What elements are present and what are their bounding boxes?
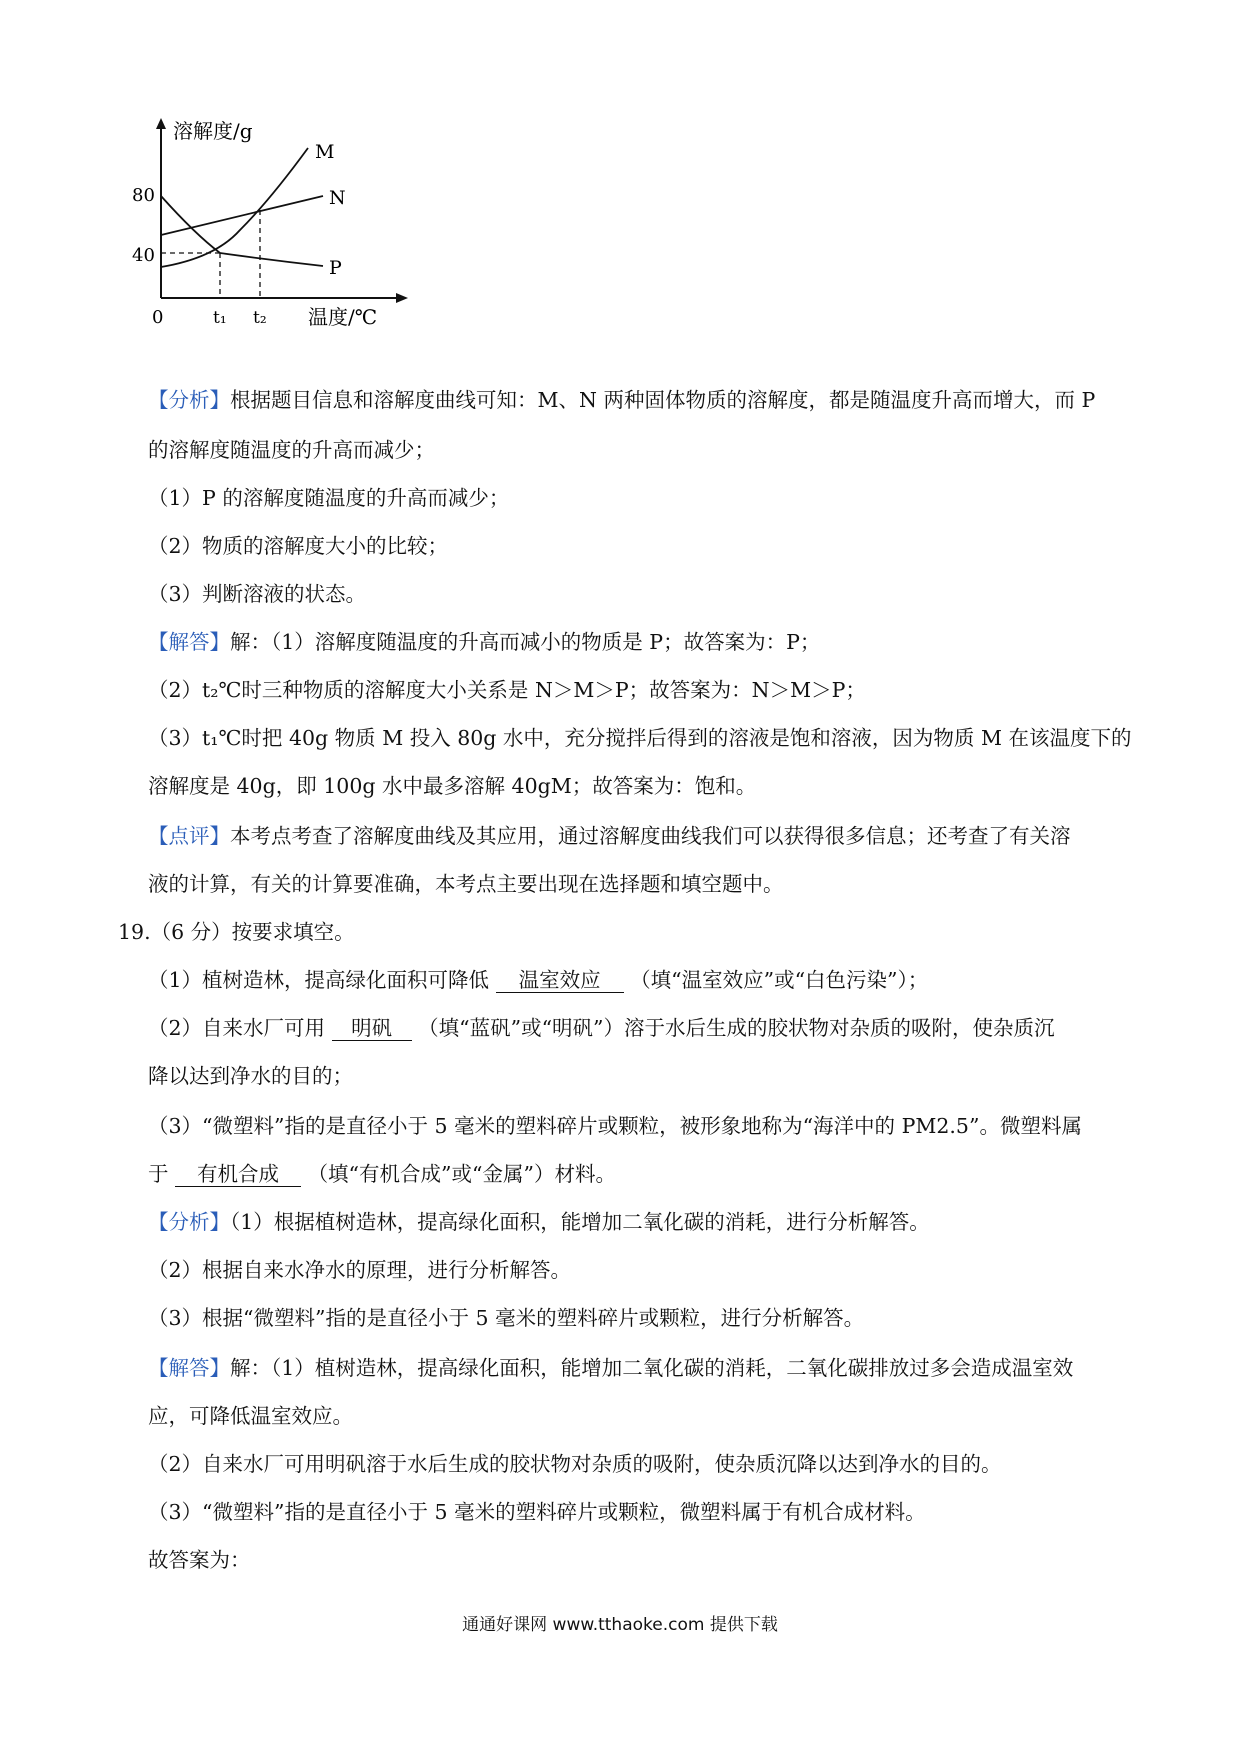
curve-label-m: M [315,141,335,163]
part1-suffix: （填“温室效应”或“白色污染”）； [630,968,929,992]
q18-answer-line1 [148,628,820,656]
part3-suffix: （填“有机合成”或“金属”）材料。 [307,1162,616,1186]
q18-answer-line2: （2）t₂℃时三种物质的溶解度大小关系是 N＞M＞P；故答案为：N＞M＞P； [148,678,866,702]
part2-answer-blank: 明矾 [332,1016,412,1041]
y-tick-40: 40 [132,245,155,266]
analysis-text: 根据题目信息和溶解度曲线可知：M、N 两种固体物质的溶解度，都是随温度升高而增大，而 P [230,388,1096,412]
q19-part3-line2 [148,1160,616,1188]
comment-text: 本考点考查了溶解度曲线及其应用，通过溶解度曲线我们可以获得很多信息；还考查了有关溶 [230,824,1071,848]
x-tick-t2: t₂ [253,308,267,328]
q19-part2 [148,1014,1055,1042]
q19-answer-line4: （3）“微塑料”指的是直径小于 5 毫米的塑料碎片或颗粒，微塑料属于有机合成材料。 [148,1500,926,1524]
q18-item3: （3）判断溶液的状态。 [148,582,367,606]
q19-analysis-line1 [148,1208,930,1236]
answer-tag: 【解答】 [148,630,230,654]
x-axis-arrow [396,293,408,303]
q19-analysis-line2: （2）根据自来水净水的原理，进行分析解答。 [148,1258,572,1282]
part1-answer-blank: 温室效应 [496,968,624,993]
q18-comment-line1 [148,822,1071,850]
page-footer: 通通好课网 www.tthaoke.com 提供下载 [462,1615,778,1635]
q19-analysis-line3: （3）根据“微塑料”指的是直径小于 5 毫米的塑料碎片或颗粒，进行分析解答。 [148,1306,865,1330]
curve-p [161,196,323,266]
part2-prefix: （2）自来水厂可用 [148,1016,326,1040]
origin-label: 0 [152,307,164,328]
analysis-tag: 【分析】 [148,1210,230,1234]
q18-answer-line4: 溶解度是 40g，即 100g 水中最多溶解 40gM；故答案为：饱和。 [148,774,757,798]
curve-m [161,148,308,267]
part1-prefix: （1）植树造林，提高绿化面积可降低 [148,968,490,992]
part3-answer-blank: 有机合成 [175,1162,301,1187]
solubility-graph [132,118,460,368]
q18-item2: （2）物质的溶解度大小的比较； [148,534,449,558]
q18-analysis-line2: 的溶解度随温度的升高而减少； [148,438,435,462]
curve-label-p: P [329,257,342,279]
q19-part1 [148,966,928,994]
curve-label-n: N [329,187,346,209]
part2-suffix: （填“蓝矾”或“明矾”）溶于水后生成的胶状物对杂质的吸附，使杂质沉 [418,1016,1055,1040]
q18-comment-line2: 液的计算，有关的计算要准确，本考点主要出现在选择题和填空题中。 [148,872,784,896]
y-axis-arrow [156,118,166,129]
q19-answer-line2: 应，可降低温室效应。 [148,1404,353,1428]
answer-tag: 【解答】 [148,1356,230,1380]
q19-part2-line2: 降以达到净水的目的； [148,1064,353,1088]
y-tick-80: 80 [132,185,155,206]
analysis-tag: 【分析】 [148,388,230,412]
q19-answer-line3: （2）自来水厂可用明矾溶于水后生成的胶状物对杂质的吸附，使杂质沉降以达到净水的目的。 [148,1452,1002,1476]
q18-analysis-line1 [148,386,1095,414]
y-axis-label: 溶解度/g [173,119,253,143]
q19-answer-line1 [148,1354,1073,1382]
x-tick-t1: t₁ [213,308,227,328]
comment-tag: 【点评】 [148,824,230,848]
q19-part3-line1: （3）“微塑料”指的是直径小于 5 毫米的塑料碎片或颗粒，被形象地称为“海洋中的 PM2.5”。微塑料属 [148,1114,1082,1138]
x-axis-label: 温度/℃ [308,305,378,329]
answer-text: 解：（1）溶解度随温度的升高而减小的物质是 P；故答案为：P； [230,630,821,654]
analysis-text: （1）根据植树造林，提高绿化面积，能增加二氧化碳的消耗，进行分析解答。 [230,1210,930,1234]
q19-answer-line5: 故答案为： [148,1548,251,1572]
q19-title: 19.（6 分）按要求填空。 [118,920,355,944]
answer-text: 解：（1）植树造林，提高绿化面积，能增加二氧化碳的消耗，二氧化碳排放过多会造成温室效 [230,1356,1074,1380]
q18-item1: （1）P 的溶解度随温度的升高而减少； [148,486,510,510]
q18-answer-line3: （3）t₁℃时把 40g 物质 M 投入 80g 水中，充分搅拌后得到的溶液是饱和溶液，因为物质 M 在该温度下的 [148,726,1132,750]
part3-prefix: 于 [148,1162,169,1186]
